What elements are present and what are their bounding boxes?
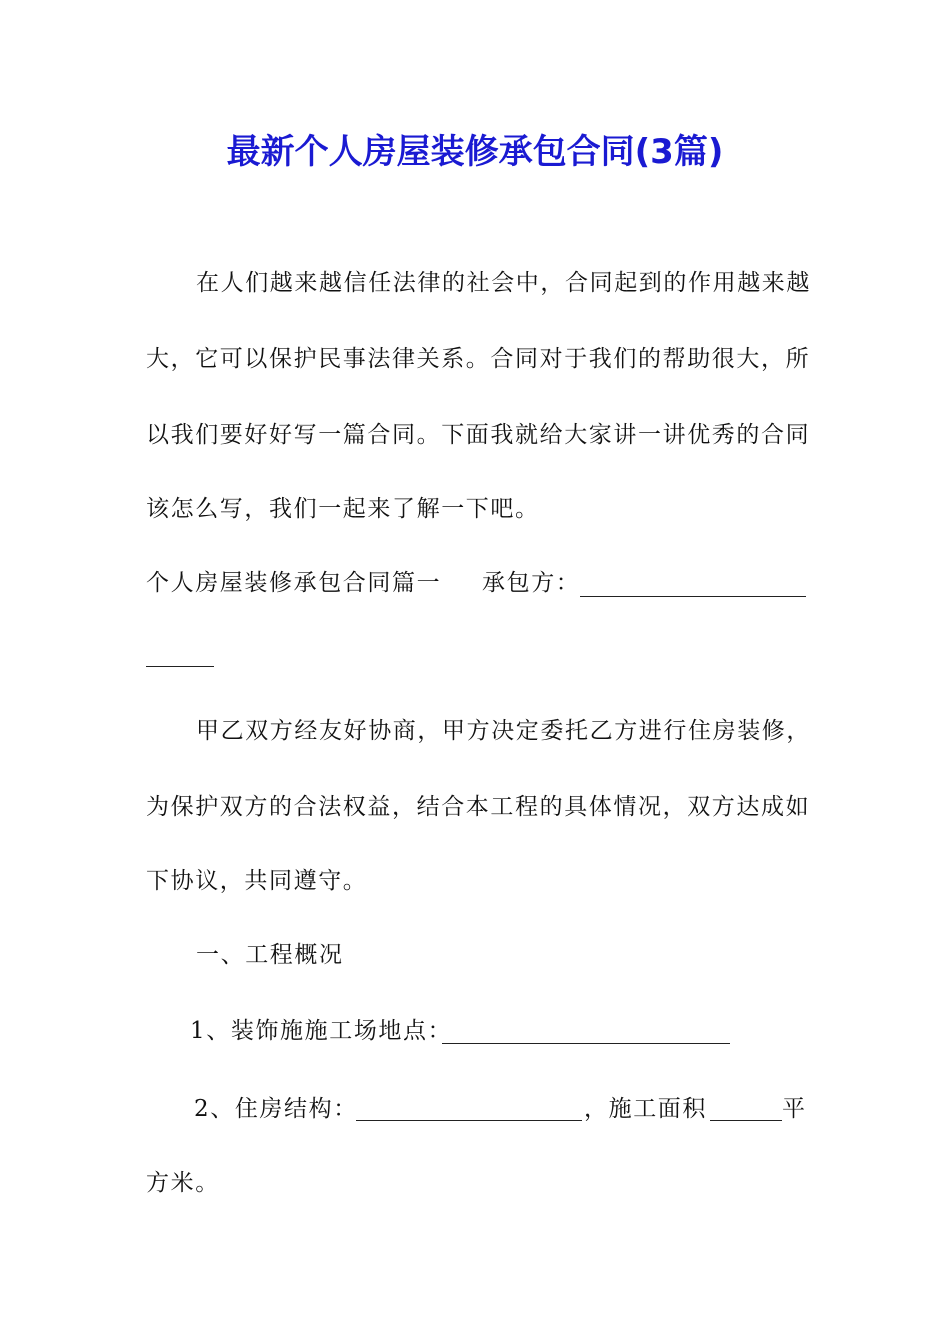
contractor-blank <box>580 596 806 597</box>
intro-line-3: 以我们要好好写一篇合同。下面我就给大家讲一讲优秀的合同 <box>146 422 811 448</box>
item-2-unit-end: 方米。 <box>146 1170 220 1196</box>
item-1-label: 1、装饰施施工场地点： <box>190 1018 453 1044</box>
contractor-label: 承包方： <box>482 570 581 596</box>
agreement-line-2: 为保护双方的合法权益，结合本工程的具体情况，双方达成如 <box>146 794 811 820</box>
document-title: 最新个人房屋装修承包合同(3篇) <box>226 132 724 172</box>
item-1-blank <box>442 1043 730 1044</box>
item-2-label: 2、住房结构： <box>194 1096 358 1122</box>
intro-line-1: 在人们越来越信任法律的社会中，合同起到的作用越来越 <box>196 270 811 296</box>
part-one-heading: 一、工程概况 <box>196 942 344 968</box>
item-2-area-label: ，施工面积 <box>584 1096 707 1122</box>
structure-blank <box>356 1120 582 1121</box>
agreement-line-1: 甲乙双方经友好协商，甲方决定委托乙方进行住房装修， <box>196 718 811 744</box>
area-blank <box>710 1120 782 1121</box>
contractor-blank-continued <box>146 666 214 667</box>
section-heading: 个人房屋装修承包合同篇一 <box>146 570 442 596</box>
agreement-line-3: 下协议，共同遵守。 <box>146 868 368 894</box>
item-2-unit-start: 平 <box>782 1096 807 1122</box>
intro-line-4: 该怎么写，我们一起来了解一下吧。 <box>146 496 540 522</box>
intro-line-2: 大，它可以保护民事法律关系。合同对于我们的帮助很大，所 <box>146 346 811 372</box>
